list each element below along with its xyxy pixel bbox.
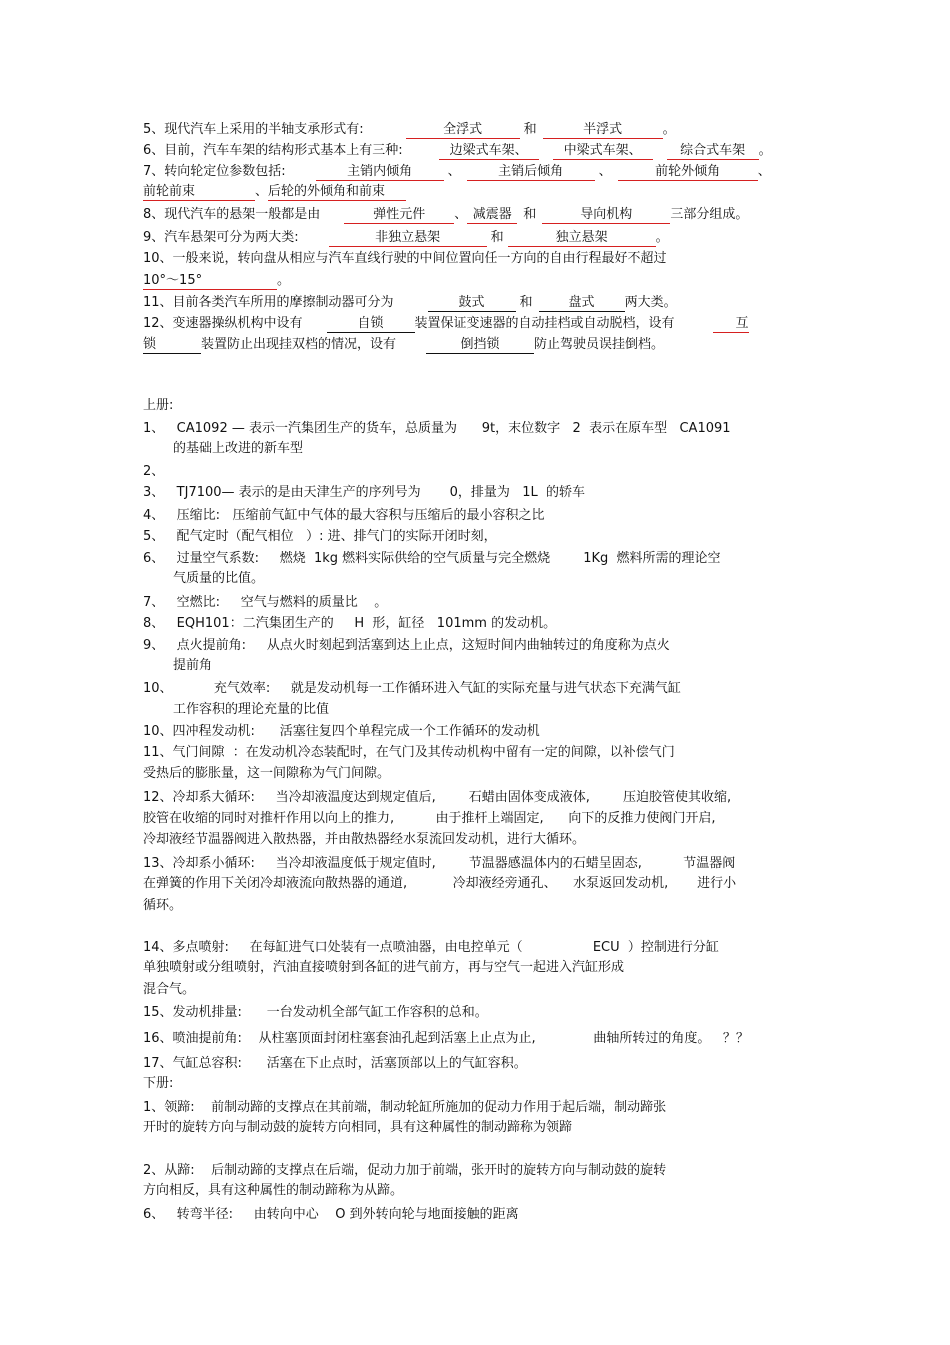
question-9: 9、汽车悬架可分为两大类: 非独立悬架 和 独立悬架 。 [143,230,669,245]
list-item: 2、从蹄: 后制动蹄的支撑点在后端，促动力加于前端，张开时的旋转方向与制动鼓的旋转 [143,1163,667,1178]
answer-blank: 主销后倾角 [467,163,595,181]
section-heading-up: 上册: [143,398,174,413]
list-item-cont: 开时的旋转方向与制动鼓的旋转方向相同，具有这种属性的制动蹄称为领蹄 [143,1120,573,1135]
answer-blank: 10°～15° [143,272,277,290]
list-item-cont: 混合气。 [143,982,196,997]
question-6: 6、目前，汽车车架的结构形式基本上有三种: 边梁式车架、 中梁式车架、 综合式车架 。 [143,143,772,158]
list-item-cont: 受热后的膨胀量，这一间隙称为气门间隙。 [143,766,391,781]
question-7: 7、转向轮定位参数包括: 主销内倾角 、 主销后倾角 、 前轮外倾角 、 [143,164,771,179]
list-item: 14、多点喷射: 在每缸进气口处装有一点喷油器，由电控单元（ ECU ）控制进行分缸 [143,940,719,955]
list-item: 10、四冲程发动机: 活塞往复四个单程完成一个工作循环的发动机 [143,724,540,739]
answer-blank: 主销内倾角 [316,163,444,181]
list-item-cont: 冷却液经节温器阀进入散热器，并由散热器经水泵流回发动机，进行大循环。 [143,832,586,847]
answer-blank: 鼓式 [428,294,516,312]
question-5: 5、现代汽车上采用的半轴支承形式有: 全浮式 和 半浮式 。 [143,122,676,137]
answer-blank: 自锁 [327,315,415,333]
answer-blank: 全浮式 [406,121,520,139]
question-10-cont: 10°～15° 。 [143,273,291,288]
section-heading-down: 下册: [143,1076,174,1091]
list-item: 3、 TJ7100— 表示的是由天津生产的序列号为 0，排量为 1L 的轿车 [143,485,586,500]
list-item: 4、 压缩比: 压缩前气缸中气体的最大容积与压缩后的最小容积之比 [143,508,545,523]
answer-blank: 前轮外倾角 [618,163,758,181]
answer-blank: 独立悬架 [508,229,656,247]
answer-blank: 中梁式车架、 [553,142,653,160]
list-item-cont: 单独喷射或分组喷射，汽油直接喷射到各缸的进气前方，再与空气一起进入汽缸形成 [143,960,625,975]
list-item: 13、冷却系小循环: 当冷却液温度低于规定值时, 节温器感温体内的石蜡呈固态, 节温器阀 [143,856,736,871]
list-item: 2、 [143,464,165,479]
answer-blank: 互 [713,315,749,333]
list-item: 5、 配气定时（配气相位 ）: 进、排气门的实际开闭时刻， [143,529,497,544]
answer-blank: 非独立悬架 [329,229,487,247]
list-item-cont: 方向相反，具有这种属性的制动蹄称为从蹄。 [143,1183,404,1198]
answer-blank: 导向机构 [542,206,670,224]
answer-blank: 半浮式 [543,121,663,139]
list-item: 7、 空燃比: 空气与燃料的质量比 。 [143,595,388,610]
list-item: 12、冷却系大循环: 当冷却液温度达到规定值后, 石蜡由固体变成液体, 压迫胶管使其收缩, [143,790,732,805]
list-item-cont: 的基础上改进的新车型 [173,441,304,456]
list-item: 15、发动机排量: 一台发动机全部气缸工作容积的总和。 [143,1005,488,1020]
list-item: 9、 点火提前角: 从点火时刻起到活塞到达上止点，这短时间内曲轴转过的角度称为点火 [143,638,670,653]
list-item: 8、 EQH101：二汽集团生产的 H 形，缸径 101mm 的发动机。 [143,616,557,631]
list-item: 16、喷油提前角: 从柱塞顶面封闭柱塞套油孔起到活塞上止点为止, 曲轴所转过的角度。 ？？ [143,1031,749,1046]
answer-blank: 锁 [143,336,201,354]
question-10: 10、一般来说，转向盘从相应与汽车直线行驶的中间位置向任一方向的自由行程最好不超过 [143,251,667,266]
list-item: 10、 充气效率: 就是发动机每一工作循环进入气缸的实际充量与进气状态下充满气缸 [143,681,681,696]
question-12-cont: 锁 装置防止出现挂双档的情况，设有 倒挡锁 防止驾驶员误挂倒档。 [143,337,665,352]
list-item: 6、 过量空气系数: 燃烧 1kg 燃料实际供给的空气质量与完全燃烧 1Kg 燃料所需的理论空 [143,551,721,566]
question-11: 11、目前各类汽车所用的摩擦制动器可分为 鼓式 和 盘式 两大类。 [143,295,677,310]
answer-blank: 前轮前束 [143,183,255,201]
list-item-cont: 在弹簧的作用下关闭冷却液流向散热器的通道, 冷却液经旁通孔、 水泵返回发动机, 进行小 [143,876,737,891]
question-8: 8、现代汽车的悬架一般都是由 弹性元件 、 减震器 和 导向机构 三部分组成。 [143,207,749,222]
list-item: 17、气缸总容积: 活塞在下止点时，活塞顶部以上的气缸容积。 [143,1056,527,1071]
answer-blank: 综合式车架 [667,142,759,160]
list-item-cont: 工作容积的理论充量的比值 [173,702,330,717]
question-12: 12、变速器操纵机构中设有 自锁 装置保证变速器的自动挂档或自动脱档，设有 互 [143,316,749,331]
answer-blank: 减震器 [467,206,517,224]
question-7-cont: 前轮前束 、后轮的外倾角和前束 [143,183,808,201]
answer-blank: 边梁式车架、 [439,142,539,160]
list-item-cont: 胶管在收缩的同时对推杆作用以向上的推力, 由于推杆上端固定, 向下的反推力使阀门开启, [143,811,716,826]
list-item: 6、 转弯半径: 由转向中心 O 到外转向轮与地面接触的距离 [143,1207,519,1222]
list-item-cont: 循环。 [143,898,183,913]
list-item: 1、 CA1092 — 表示一汽集团生产的货车，总质量为 9t，末位数字 2 表示在原车型 CA1091 [143,421,731,436]
list-item-cont: 提前角 [173,658,213,673]
list-item-cont: 气质量的比值。 [173,571,265,586]
answer-blank: 盘式 [539,294,625,312]
list-item: 1、领蹄: 前制动蹄的支撑点在其前端，制动轮缸所施加的促动力作用于起后端，制动蹄张 [143,1100,667,1115]
answer-blank: 后轮的外倾角和前束 [268,183,406,201]
answer-blank: 弹性元件 [344,206,454,224]
answer-blank: 倒挡锁 [426,336,534,354]
list-item: 11、气门间隙 ：在发动机冷态装配时，在气门及其传动机构中留有一定的间隙，以补偿气门 [143,745,675,760]
